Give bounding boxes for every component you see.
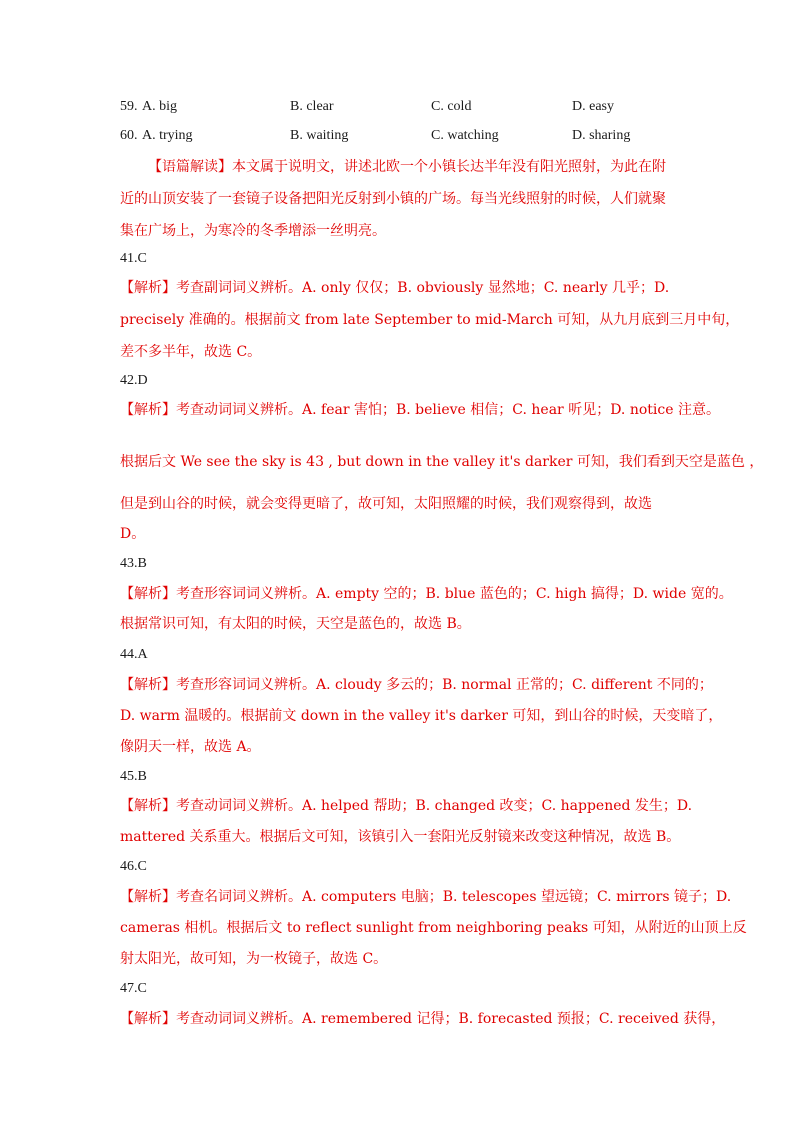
analysis-line: 根据常识可知，有太阳的时候，天空是蓝色的，故选 B。 [120, 616, 471, 632]
analysis-line: 【解析】考查名词词义辨析。A. computers 电脑；B. telescopes 望远镜；C. mirrors 镜子；D. [120, 889, 732, 905]
answer-label: 45.B [120, 769, 147, 784]
option-d: D. easy [572, 99, 614, 114]
analysis-line: 【解析】考查形容词词义辨析。A. empty 空的；B. blue 蓝色的；C. high 搞得；D. wide 宽的。 [120, 586, 733, 602]
option-b: B. waiting [290, 128, 349, 143]
analysis-line: 【解析】考查动词词义辨析。A. fear 害怕；B. believe 相信；C. hear 听见；D. notice 注意。 [120, 402, 720, 418]
answer-label: 42.D [120, 373, 148, 388]
intro-line: 集在广场上，为寒冷的冬季增添一丝明亮。 [120, 223, 386, 239]
intro-line: 近的山顶安装了一套镜子设备把阳光反射到小镇的广场。每当光线照射的时候，人们就聚 [120, 191, 666, 207]
question-number: 60. [120, 128, 138, 143]
analysis-line: 射太阳光，故可知，为一枚镜子，故选 C。 [120, 951, 388, 967]
option-a: A. trying [142, 128, 193, 143]
answer-label: 47.C [120, 981, 147, 996]
analysis-line: precisely 准确的。根据前文 from late September to mid-March 可知，从九月底到三月中旬， [120, 312, 740, 328]
answer-label: 41.C [120, 251, 147, 266]
analysis-line: 像阴天一样，故选 A。 [120, 739, 261, 755]
question-number: 59. [120, 99, 138, 114]
option-c: C. watching [431, 128, 499, 143]
analysis-line: 【解析】考查动词词义辨析。A. helped 帮助；B. changed 改变；C. happened 发生；D. [120, 798, 693, 814]
answer-label: 44.A [120, 647, 148, 662]
answer-label: 43.B [120, 556, 147, 571]
analysis-line: 差不多半年，故选 C。 [120, 344, 262, 360]
analysis-line: 【解析】考查副词词义辨析。A. only 仅仅；B. obviously 显然地；C. nearly 几乎；D. [120, 280, 670, 296]
analysis-line: 【解析】考查形容词词义辨析。A. cloudy 多云的；B. normal 正常的；C. different 不同的； [120, 677, 713, 693]
option-row-60 [120, 128, 700, 150]
option-b: B. clear [290, 99, 334, 114]
option-c: C. cold [431, 99, 472, 114]
analysis-line: D. warm 温暖的。根据前文 down in the valley it's darker 可知，到山谷的时候，天变暗了， [120, 708, 723, 724]
analysis-line: mattered 关系重大。根据后文可知，该镇引入一套阳光反射镜来改变这种情况，故选 B。 [120, 829, 681, 845]
analysis-line: D。 [120, 526, 146, 542]
intro-line: 【语篇解读】本文属于说明文，讲述北欧一个小镇长达半年没有阳光照射，为此在附 [148, 159, 666, 175]
analysis-line: cameras 相机。根据后文 to reflect sunlight from neighboring peaks 可知，从附近的山顶上反 [120, 920, 747, 936]
option-row-59 [120, 99, 700, 121]
option-d: D. sharing [572, 128, 631, 143]
answer-label: 46.C [120, 859, 147, 874]
option-a: A. big [142, 99, 177, 114]
analysis-line: 但是到山谷的时候，就会变得更暗了，故可知，太阳照耀的时候，我们观察得到，故选 [120, 496, 652, 512]
analysis-line: 根据后文 We see the sky is 43 , but down in the valley it's darker 可知，我们看到天空是蓝色 ， [120, 454, 764, 470]
analysis-line: 【解析】考查动词词义辨析。A. remembered 记得；B. forecasted 预报；C. received 获得， [120, 1011, 726, 1027]
